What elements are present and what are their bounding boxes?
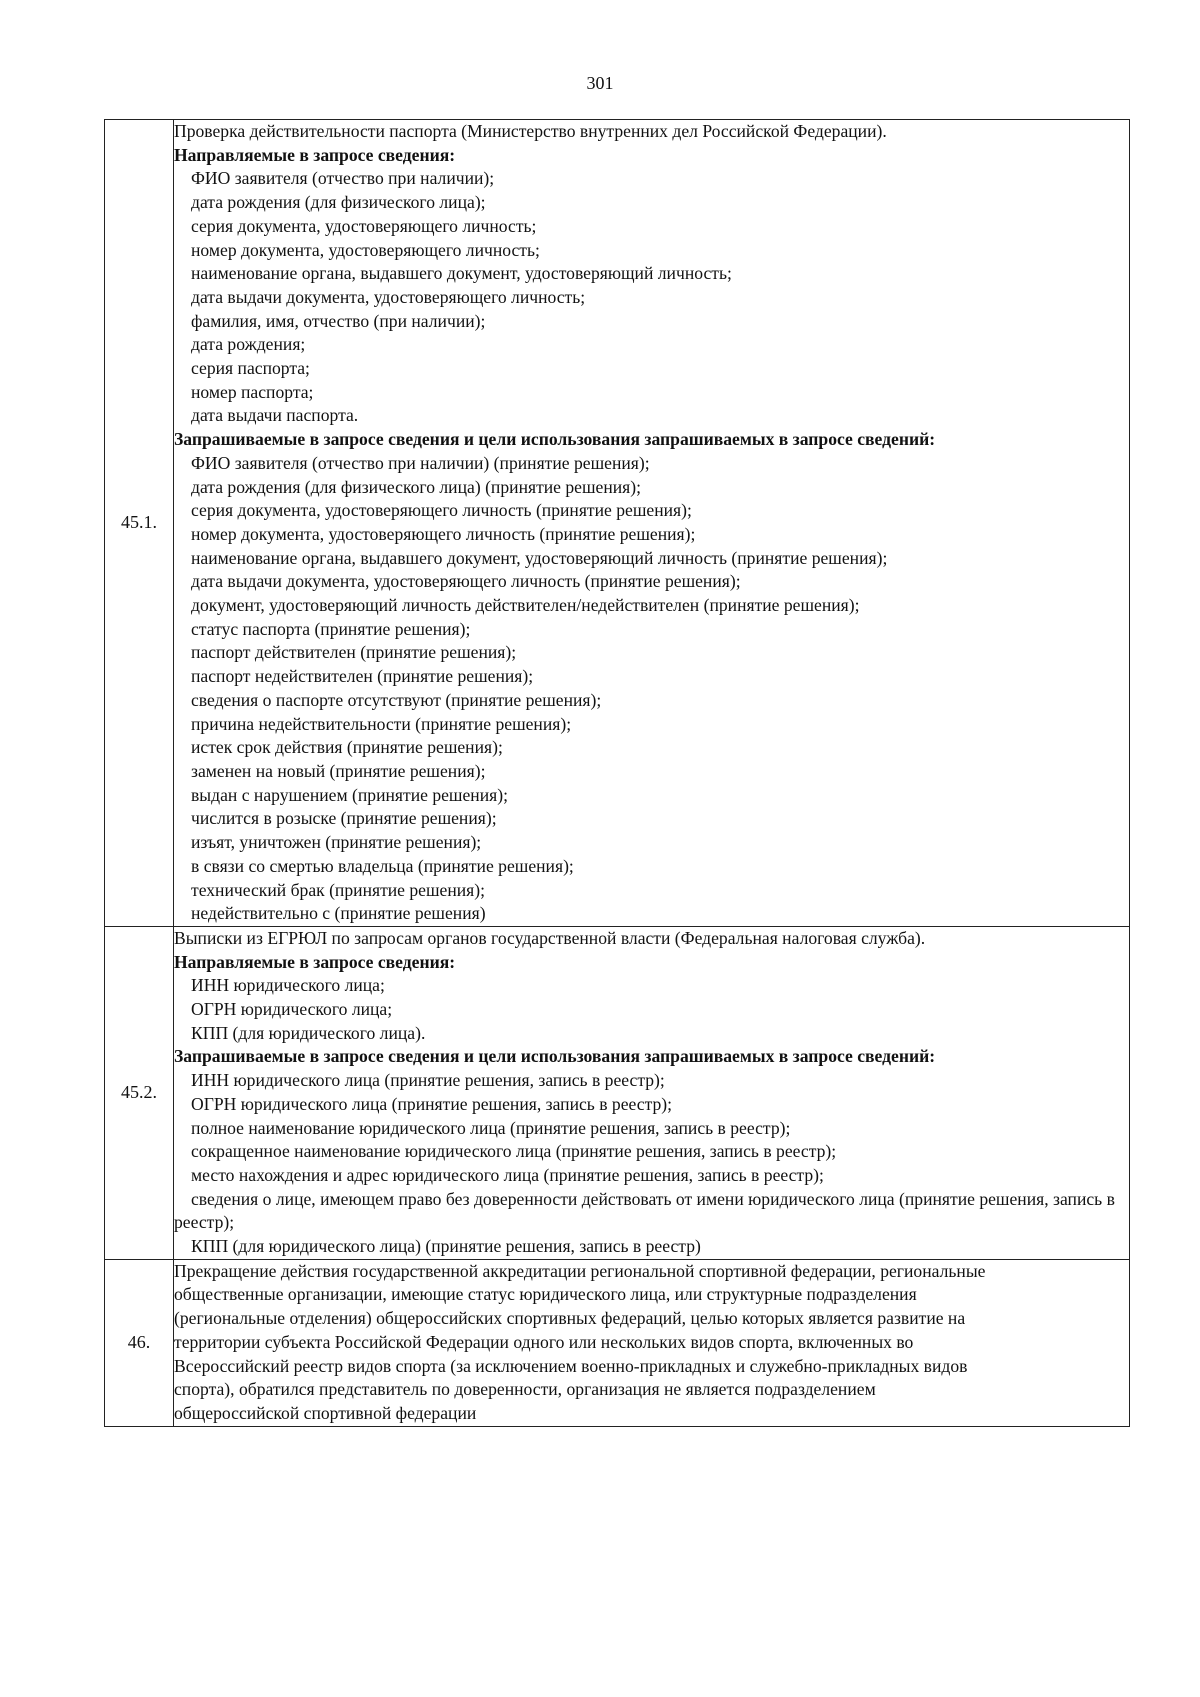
description-line: общероссийской спортивной федерации xyxy=(174,1402,477,1423)
sent-item: ФИО заявителя (отчество при наличии); xyxy=(191,168,495,189)
row-number: 45.1. xyxy=(105,120,174,927)
row-content xyxy=(174,1259,1130,1426)
requested-item: причина недействительности (принятие решения); xyxy=(191,713,572,734)
service-title: Выписки из ЕГРЮЛ по запросам органов государственной власти (Федеральная налоговая служба). xyxy=(174,927,926,948)
requested-heading: Запрашиваемые в запросе сведения и цели использования запрашиваемых в запросе сведений: xyxy=(174,1046,936,1067)
requested-item: в связи со смертью владельца (принятие решения); xyxy=(191,855,574,876)
requested-item: изъят, уничтожен (принятие решения); xyxy=(191,832,482,853)
requested-item: выдан с нарушением (принятие решения); xyxy=(191,784,508,805)
requested-item: КПП (для юридического лица) (принятие решения, запись в реестр) xyxy=(191,1236,701,1257)
requested-item: ФИО заявителя (отчество при наличии) (принятие решения); xyxy=(191,452,650,473)
row-number: 46. xyxy=(105,1259,174,1426)
requested-item: статус паспорта (принятие решения); xyxy=(191,618,471,639)
requested-item: сведения о лице, имеющем право без доверенности действовать от имени юридического лица (принятие решения, запись в реестр); xyxy=(174,1188,1115,1233)
row-content xyxy=(174,926,1130,1259)
row-content xyxy=(174,120,1130,927)
table-row-46 xyxy=(105,1259,1130,1426)
sent-item: номер документа, удостоверяющего личность; xyxy=(191,239,540,260)
sent-item: наименование органа, выдавшего документ, удостоверяющий личность; xyxy=(191,263,732,284)
service-description xyxy=(174,1260,1129,1426)
requested-item: недействительно с (принятие решения) xyxy=(191,903,486,924)
requested-item: ОГРН юридического лица (принятие решения, запись в реестр); xyxy=(191,1093,673,1114)
requested-item: дата выдачи документа, удостоверяющего личность (принятие решения); xyxy=(191,571,741,592)
requested-list xyxy=(174,452,1129,926)
requested-item: сокращенное наименование юридического лица (принятие решения, запись в реестр); xyxy=(191,1141,837,1162)
requested-item: дата рождения (для физического лица) (принятие решения); xyxy=(191,476,642,497)
requested-item: серия документа, удостоверяющего личность (принятие решения); xyxy=(191,500,692,521)
sent-item: дата рождения (для физического лица); xyxy=(191,192,486,213)
requested-item: полное наименование юридического лица (принятие решения, запись в реестр); xyxy=(191,1117,791,1138)
table-row-45-2 xyxy=(105,926,1130,1259)
requested-item: паспорт недействителен (принятие решения); xyxy=(191,666,534,687)
sent-item: фамилия, имя, отчество (при наличии); xyxy=(191,310,486,331)
sent-item: дата выдачи паспорта. xyxy=(191,405,359,426)
sent-list xyxy=(174,167,1129,428)
requested-item: номер документа, удостоверяющего личность (принятие решения); xyxy=(191,523,696,544)
services-table xyxy=(104,119,1130,1427)
requested-list xyxy=(174,1069,1129,1259)
description-line: территории субъекта Российской Федерации одного или нескольких видов спорта, включенных во xyxy=(174,1331,914,1352)
requested-item: паспорт действителен (принятие решения); xyxy=(191,642,517,663)
sent-item: КПП (для юридического лица). xyxy=(191,1022,426,1043)
description-line: спорта), обратился представитель по доверенности, организация не является подразделением xyxy=(174,1379,876,1400)
requested-item: заменен на новый (принятие решения); xyxy=(191,760,486,781)
sent-list xyxy=(174,974,1129,1045)
requested-heading: Запрашиваемые в запросе сведения и цели использования запрашиваемых в запросе сведений: xyxy=(174,429,936,450)
requested-item: числится в розыске (принятие решения); xyxy=(191,808,497,829)
requested-item: сведения о паспорте отсутствуют (принятие решения); xyxy=(191,689,602,710)
sent-item: ИНН юридического лица; xyxy=(191,975,385,996)
description-line: Прекращение действия государственной аккредитации региональной спортивной федерации, региональные xyxy=(174,1260,986,1281)
service-title: Проверка действительности паспорта (Министерство внутренних дел Российской Федерации). xyxy=(174,121,887,141)
requested-item: документ, удостоверяющий личность действителен/недействителен (принятие решения); xyxy=(191,595,860,616)
table-row-45-1 xyxy=(105,120,1130,927)
description-line: общественные организации, имеющие статус юридического лица, или структурные подразделения xyxy=(174,1284,917,1305)
sent-item: серия паспорта; xyxy=(191,358,310,379)
sent-item: номер паспорта; xyxy=(191,381,314,402)
row-number: 45.2. xyxy=(105,926,174,1259)
requested-item: ИНН юридического лица (принятие решения, запись в реестр); xyxy=(191,1070,665,1091)
sent-heading: Направляемые в запросе сведения: xyxy=(174,144,456,165)
sent-item: дата рождения; xyxy=(191,334,306,355)
sent-item: серия документа, удостоверяющего личность; xyxy=(191,215,537,236)
requested-item: место нахождения и адрес юридического лица (принятие решения, запись в реестр); xyxy=(191,1164,824,1185)
requested-item: наименование органа, выдавшего документ, удостоверяющий личность (принятие решения); xyxy=(191,547,888,568)
description-line: Всероссийский реестр видов спорта (за исключением военно-прикладных и служебно-прикладных видов xyxy=(174,1355,968,1376)
requested-item: истек срок действия (принятие решения); xyxy=(191,737,503,758)
sent-heading: Направляемые в запросе сведения: xyxy=(174,951,456,972)
sent-item: ОГРН юридического лица; xyxy=(191,999,393,1020)
requested-item: технический брак (принятие решения); xyxy=(191,879,486,900)
page-number: 301 xyxy=(586,73,614,93)
sent-item: дата выдачи документа, удостоверяющего личность; xyxy=(191,286,586,307)
description-line: (региональные отделения) общероссийских спортивных федераций, целью которых является развитие на xyxy=(174,1308,966,1329)
